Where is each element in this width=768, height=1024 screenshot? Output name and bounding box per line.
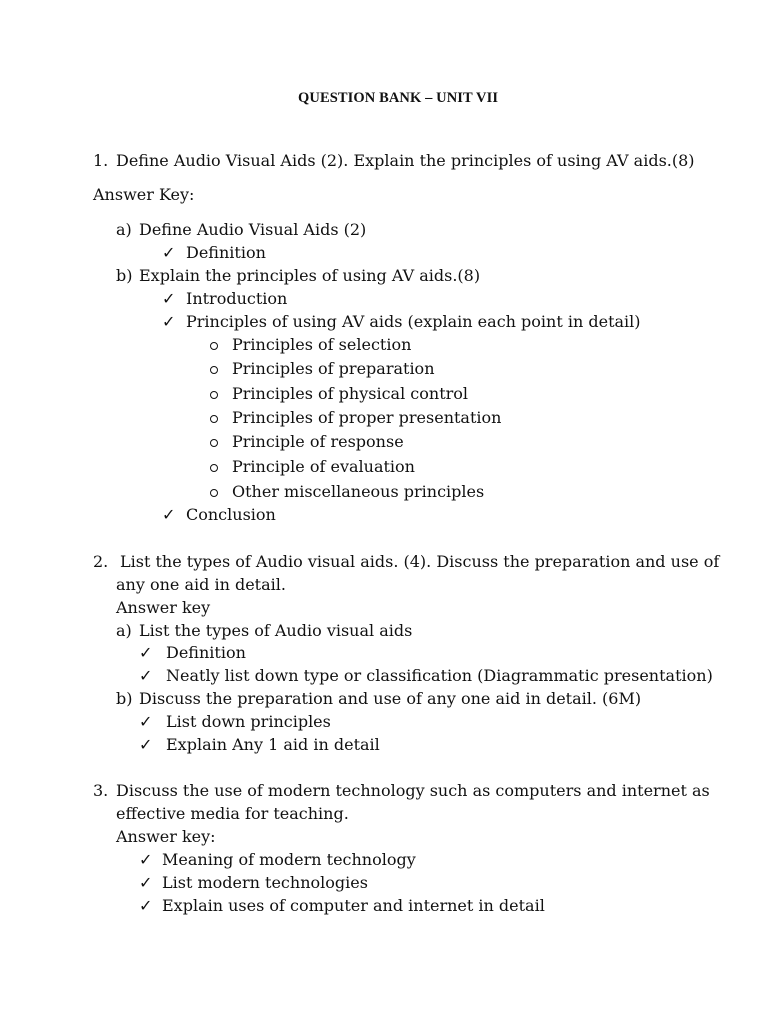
q2-text-line2: any one aid in detail. [116, 575, 286, 594]
check-icon: ✓ [139, 666, 153, 685]
circle-bullet-icon [210, 342, 218, 350]
q1-part-b-item: Principles of using AV aids (explain each point in detail) [186, 312, 641, 331]
circle-bullet-icon [210, 366, 218, 374]
q2-part-a-item: Neatly list down type or classification (Diagrammatic presentation) [166, 666, 713, 685]
q2-answer-key-label: Answer key [116, 598, 211, 617]
q3-text-line1: Discuss the use of modern technology such as computers and internet as [116, 781, 710, 800]
q2-part-a-text: List the types of Audio visual aids [139, 621, 413, 640]
check-icon: ✓ [162, 505, 176, 524]
check-icon: ✓ [139, 896, 153, 915]
q3-item: Meaning of modern technology [162, 850, 416, 869]
q3-answer-key-label: Answer key: [116, 827, 216, 846]
q1-number: 1. [93, 151, 109, 170]
check-icon: ✓ [162, 289, 176, 308]
q1-part-a-marker: a) [116, 220, 132, 239]
q1-answer-key-label: Answer Key: [93, 185, 195, 204]
q1-part-a-text: Define Audio Visual Aids (2) [139, 220, 367, 239]
circle-bullet-icon [210, 439, 218, 447]
circle-bullet-icon [210, 391, 218, 399]
q2-part-b-marker: b) [116, 689, 133, 708]
q2-part-a-item: Definition [166, 643, 246, 662]
principle-item: Principles of physical control [232, 384, 469, 403]
q2-part-b-text: Discuss the preparation and use of any one aid in detail. (6M) [139, 689, 642, 708]
q1-text: Define Audio Visual Aids (2). Explain the principles of using AV aids.(8) [116, 151, 695, 170]
check-icon: ✓ [139, 712, 153, 731]
q1-part-b-marker: b) [116, 266, 133, 285]
q2-part-b-item: List down principles [166, 712, 331, 731]
principle-item: Other miscellaneous principles [232, 482, 485, 501]
principle-item: Principle of response [232, 432, 404, 451]
check-icon: ✓ [162, 312, 176, 331]
circle-bullet-icon [210, 464, 218, 472]
check-icon: ✓ [139, 735, 153, 754]
q1-part-b-item: Introduction [186, 289, 288, 308]
q2-number: 2. [93, 552, 109, 571]
q1-part-b-item: Conclusion [186, 505, 276, 524]
principle-item: Principle of evaluation [232, 457, 415, 476]
q3-number: 3. [93, 781, 109, 800]
check-icon: ✓ [162, 243, 176, 262]
principle-item: Principles of preparation [232, 359, 435, 378]
q3-item: List modern technologies [162, 873, 368, 892]
circle-bullet-icon [210, 489, 218, 497]
document-title: QUESTION BANK – UNIT VII [298, 90, 499, 106]
principle-item: Principles of proper presentation [232, 408, 502, 427]
q2-part-a-marker: a) [116, 621, 132, 640]
q3-text-line2: effective media for teaching. [116, 804, 349, 823]
check-icon: ✓ [139, 643, 153, 662]
q1-part-a-item: Definition [186, 243, 266, 262]
check-icon: ✓ [139, 850, 153, 869]
circle-bullet-icon [210, 415, 218, 423]
check-icon: ✓ [139, 873, 153, 892]
principle-item: Principles of selection [232, 335, 412, 354]
q2-text-line1: List the types of Audio visual aids. (4). Discuss the preparation and use of [120, 552, 720, 571]
q1-part-b-text: Explain the principles of using AV aids.(8) [139, 266, 481, 285]
q2-part-b-item: Explain Any 1 aid in detail [166, 735, 380, 754]
q3-item: Explain uses of computer and internet in detail [162, 896, 545, 915]
